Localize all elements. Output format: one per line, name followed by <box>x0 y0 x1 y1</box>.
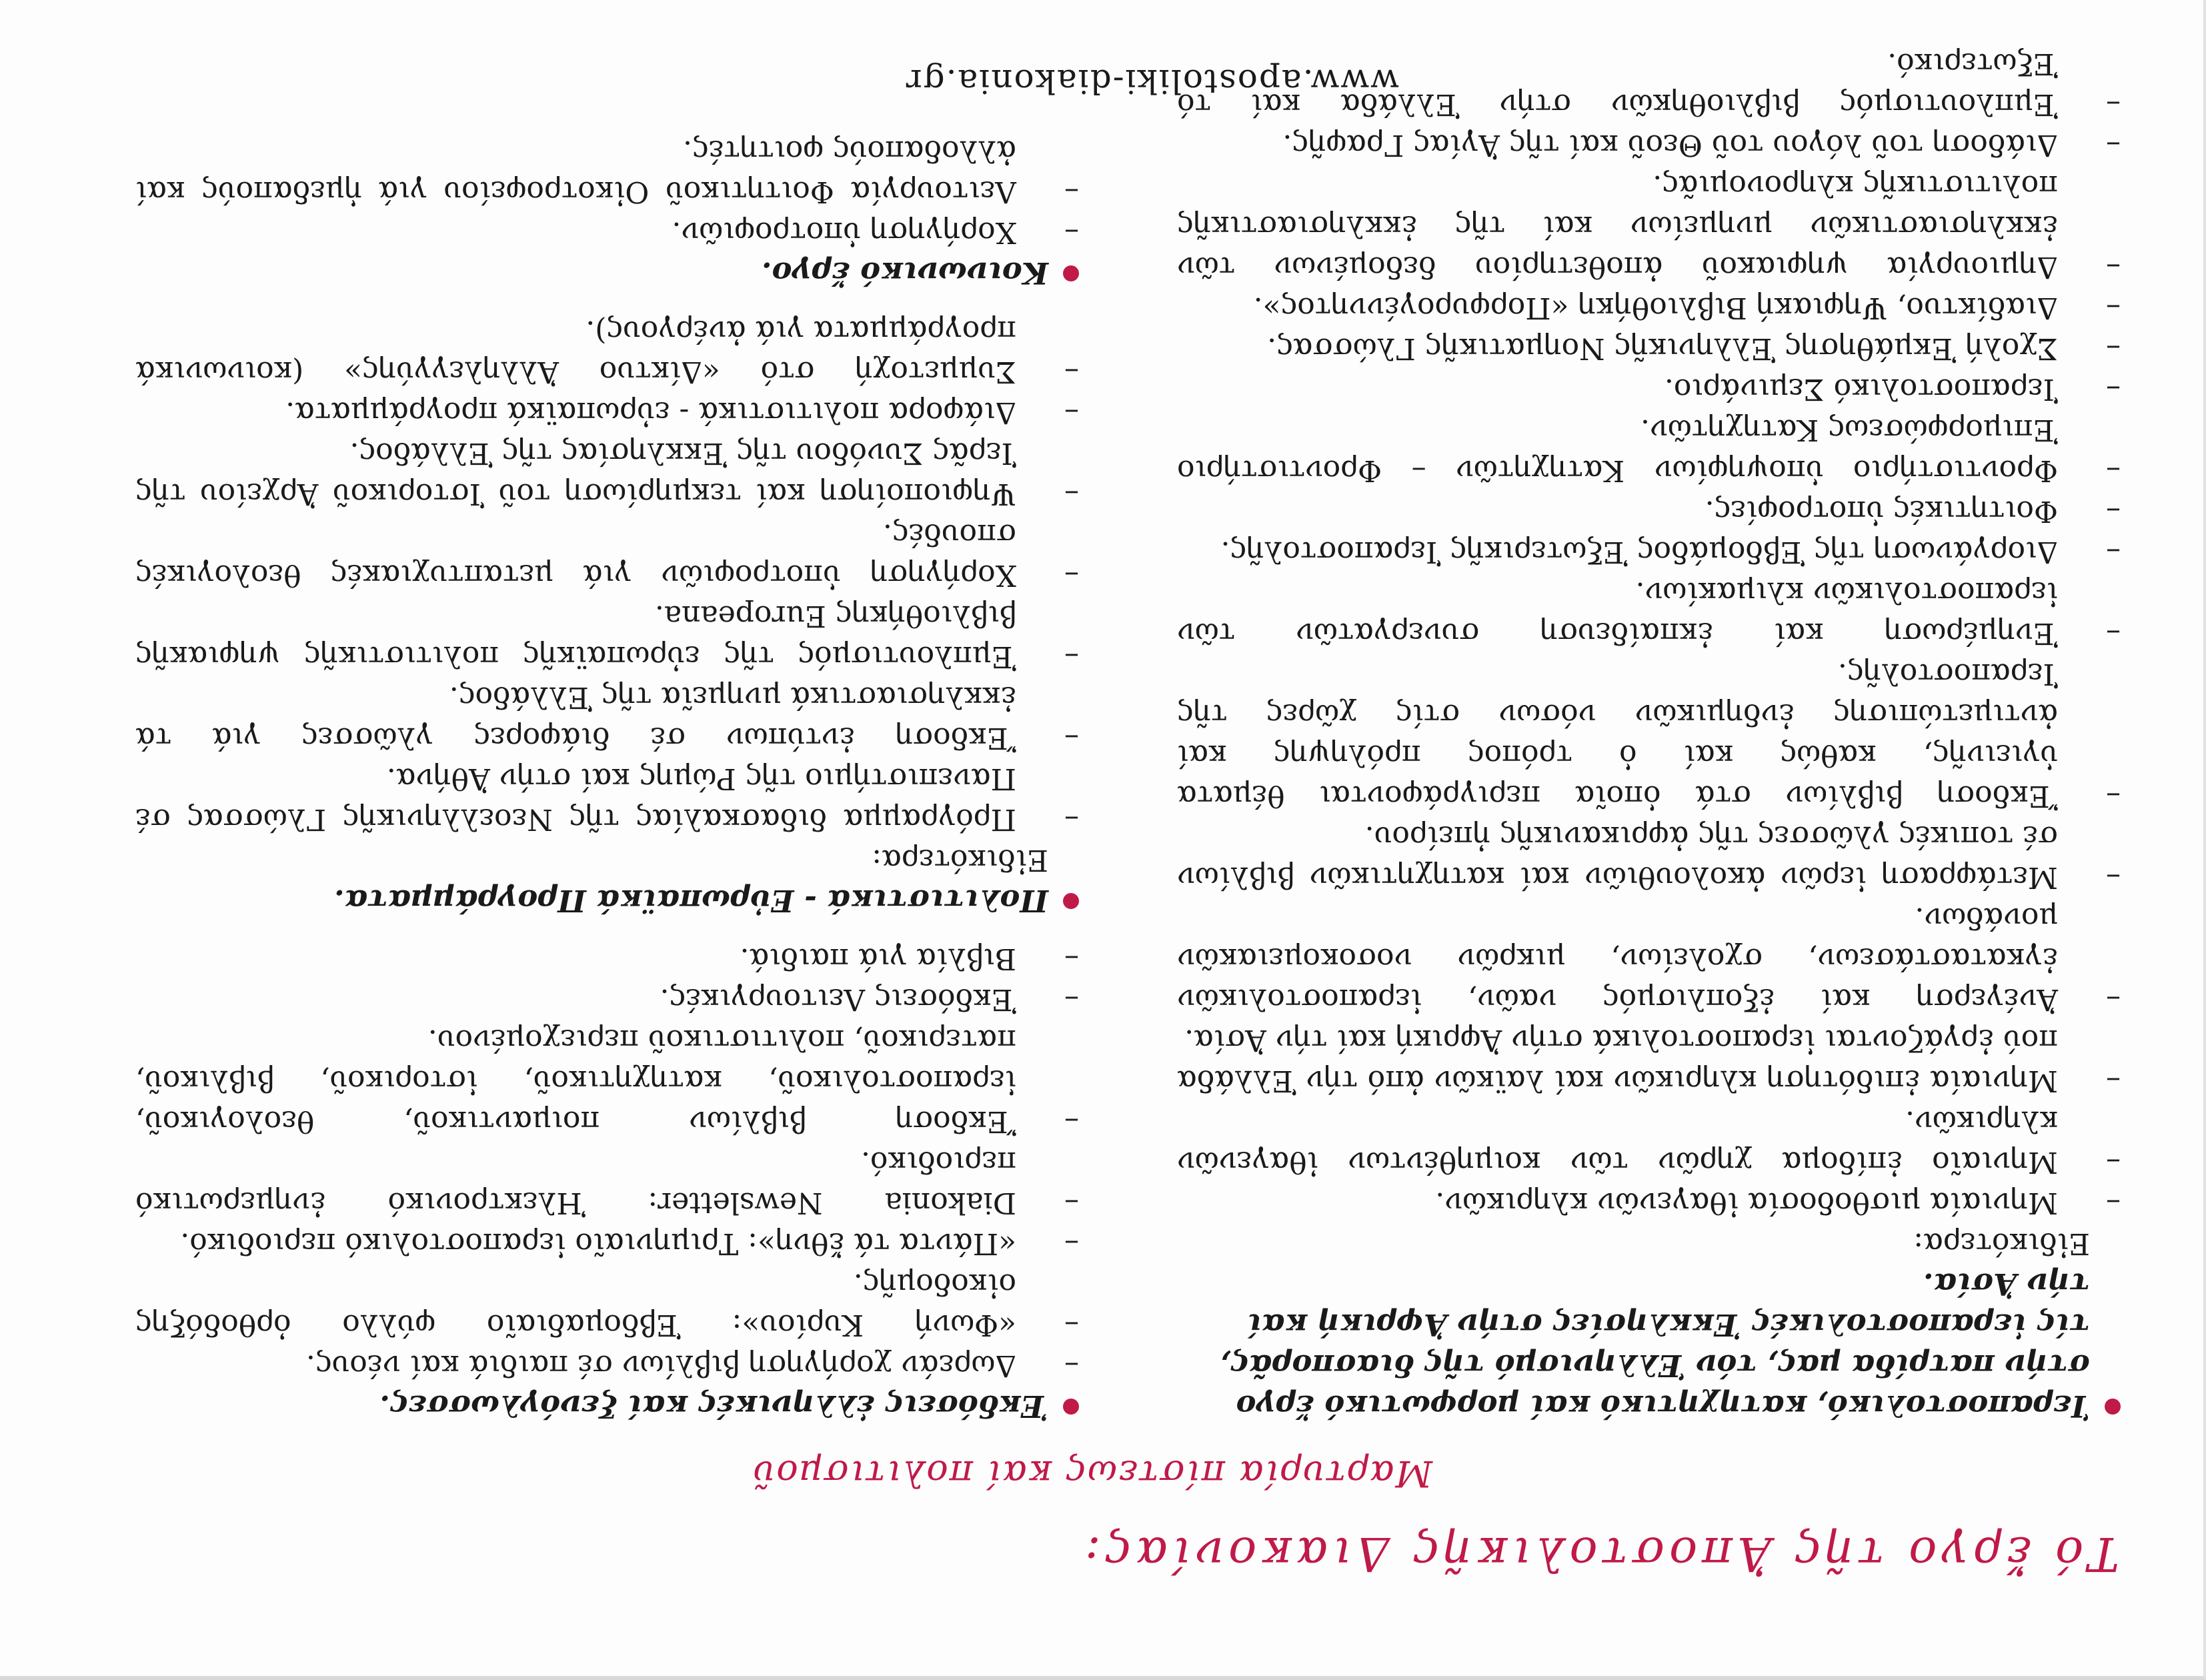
list-item <box>1177 572 2121 654</box>
dash-icon: – <box>2106 250 2121 284</box>
section-heading <box>135 253 1079 293</box>
list-item-text: Μηνιαία ἐπιδότηση κληρικῶν καί λαϊκῶν ἀπό τήν Ἑλλάδα πού ἐργάζονται ἱεραποστολικά στήν Ἀφρική καί τήν Ἀσία. <box>1177 1023 2058 1098</box>
dash-icon: – <box>2106 87 2121 121</box>
dash-icon: – <box>2106 860 2121 894</box>
list-item-text: Μετάφραση ἱερῶν ἀκολουθιῶν καί κατηχητικῶν βιβλίων σέ τοπικές γλῶσσες τῆς ἀφρικανικῆς ἠπείρου. <box>1177 820 2058 894</box>
list-item-text: Μηνιαῖο ἐπίδομα χηρῶν τῶν κοιμηθέντων ἰθαγενῶν κληρικῶν. <box>1177 1104 2058 1179</box>
list-item <box>135 1142 1079 1223</box>
list-item <box>1177 165 2121 287</box>
bullet-icon <box>1063 265 1079 281</box>
list-item-text: «Φωνή Κυρίου»: Ἑβδομαδιαῖο φύλλο ὀρθοδόξης οἰκοδομῆς. <box>135 1267 1016 1342</box>
list-item <box>135 979 1079 1020</box>
section-publications <box>135 938 1079 1427</box>
section-heading-text: Ἱεραποστολικό, κατηχητικό καί μορφωτικό ἔργο στήν πατρίδα μας, τόν Ἑλληνισμό τῆς διασπορᾶς, τίς ἱεραποστολικές Ἐκκλησίες στήν Ἀφρική καί τήν Ἀσία. <box>1220 1267 2090 1424</box>
dash-icon: – <box>1064 1104 1079 1138</box>
list-item <box>1177 369 2121 409</box>
dash-icon: – <box>2106 1186 2121 1220</box>
dash-icon: – <box>1064 1308 1079 1342</box>
list-item-text: Ἔκδοση βιβλίων ποιμαντικοῦ, θεολογικοῦ, ἱεραποστολικοῦ, κατηχητικοῦ, ἱστορικοῦ, βιβλικοῦ, πατερικοῦ, πολιτιστικοῦ περιεχομένου. <box>135 1023 1016 1138</box>
list-item-text: Χορήγηση ὑποτροφιῶν γιά μεταπτυχιακές θεολογικές σπουδές. <box>135 518 1016 592</box>
section-intro: Εἰδικότερα: <box>872 843 1048 877</box>
list-item-text: Διοργάνωση τῆς Ἑβδομάδος Ἐξωτερικῆς Ἱεραποστολῆς. <box>1220 535 2058 569</box>
dash-icon: – <box>1064 175 1079 209</box>
list-item <box>135 131 1079 212</box>
list-item-text: Πρόγραμμα διδασκαλίας τῆς Νεοελληνικῆς Γλώσσας σέ Πανεπιστήμιο τῆς Ρώμης καί στήν Ἀθήνα. <box>135 762 1016 836</box>
dash-icon: – <box>1064 1226 1079 1261</box>
list-item-text: Ἀνέγερση καί ἐξοπλισμός ναῶν, ἱεραποστολικῶν ἐγκαταστάσεων, σχολείων, μικρῶν νοσοκομειακῶν μονάδων. <box>1177 901 2058 1016</box>
list-item <box>1177 816 2121 898</box>
list-item <box>135 1223 1079 1264</box>
list-item-text: Χορήγηση ὑποτροφιῶν. <box>672 215 1016 249</box>
dash-icon: – <box>2106 616 2121 650</box>
item-list <box>135 131 1079 253</box>
list-item-text: Ἐμπλουτισμός βιβλιοθηκῶν στήν Ἑλλάδα καί τό Ἐξωτερικό. <box>1177 47 2058 121</box>
list-item-text: Ἐμπλουτισμός τῆς εὐρωπαϊκῆς πολιτιστικῆς ψηφιακῆς βιβλιοθήκης Europeana. <box>135 599 1016 674</box>
list-item <box>135 1020 1079 1142</box>
list-item-text: Ἱεραποστολικό Σεμινάριο. <box>1664 372 2058 406</box>
dash-icon: – <box>2106 128 2121 162</box>
dash-icon: – <box>1064 721 1079 755</box>
list-item <box>135 758 1079 840</box>
list-item-text: «Πάντα τά ἔθνη»: Τριμηνιαῖο ἱεραποστολικό περιοδικό. <box>180 1226 1016 1261</box>
dash-icon: – <box>2106 535 2121 569</box>
list-item-text: Διαδίκτυο, Ψηφιακή Βιβλιοθήκη «Πορφυρογέννητος». <box>1253 291 2058 325</box>
website-link[interactable]: www.apostoliki-diakonia.gr <box>904 62 1399 101</box>
list-item <box>1177 328 2121 369</box>
list-item-text: Σχολή Ἐκμάθησης Ἑλληνικῆς Νοηματικῆς Γλώσσας. <box>1267 331 2058 365</box>
list-item-text: Ἐνημέρωση καί ἐκπαίδευση συνεργατῶν τῶν ἱεραποστολικῶν κλιμακίων. <box>1177 576 2058 650</box>
list-item <box>1177 1020 2121 1101</box>
list-item <box>135 212 1079 253</box>
list-item <box>1177 1101 2121 1182</box>
section-intro: Εἰδικότερα: <box>1913 1226 2090 1261</box>
list-item-text: Λειτουργία Φοιτητικοῦ Οἰκοτροφείου γιά ἡμεδαπούς καί ἀλλοδαπούς φοιτητές. <box>135 134 1016 209</box>
list-item <box>1177 287 2121 328</box>
dash-icon: – <box>2106 982 2121 1016</box>
section-heading-text: Κοινωνικό ἔργο. <box>761 255 1048 291</box>
bullet-icon <box>2105 1399 2121 1415</box>
dash-icon: – <box>1064 942 1079 976</box>
dash-icon: – <box>2106 1145 2121 1179</box>
dash-icon: – <box>2106 454 2121 488</box>
list-item-text: Ἔκδοση βιβλίων στά ὁποῖα περιγράφονται θέματα ὑγιεινῆς, καθώς καί ὁ τρόπος πρόληψης καί ἀντιμετώπισης ἐνδημικῶν νόσων στίς χῶρες τῆς Ἱεραποστολῆς. <box>1177 657 2058 813</box>
dash-icon: – <box>1064 558 1079 592</box>
dash-icon: – <box>1064 355 1079 389</box>
list-item-text: Βιβλία γιά παιδιά. <box>740 942 1016 976</box>
list-item <box>135 677 1079 758</box>
dash-icon: – <box>2106 494 2121 528</box>
section-heading <box>1177 1264 2121 1427</box>
list-item-text: Δημιουργία ψηφιακοῦ ἀποθετηρίου δεδομένων τῶν ἐκκλησιαστικῶν μνημείων καί τῆς ἐκκλησιαστικῆς πολιτιστικῆς κληρονομιᾶς. <box>1177 169 2058 284</box>
list-item-text: Διάδοση τοῦ λόγου τοῦ Θεοῦ καί τῆς Ἁγίας Γραφῆς. <box>1282 128 2058 162</box>
list-item-text: Diakonia Newsletter: Ἠλεκτρονικό ἐνημερωτικό περιοδικό. <box>135 1145 1016 1220</box>
page-title: Τό ἔργο τῆς Ἀποστολικῆς Διακονίας: <box>1080 1527 2119 1581</box>
list-item-text: Δωρεάν χορήγηση βιβλίων σέ παιδιά καί νέους. <box>305 1349 1016 1383</box>
list-item <box>1177 125 2121 165</box>
section-missionary-work <box>1177 43 2121 1427</box>
list-item-text: Διάφορα πολιτιστικά - εὐρωπαϊκά προγράμματα. <box>285 395 1016 430</box>
item-list <box>135 311 1079 840</box>
list-item-text: Ψηφιοποίηση καί τεκμηρίωση τοῦ Ἱστορικοῦ Ἀρχείου τῆς Ἱερᾶς Συνόδου τῆς Ἐκκλησίας τῆς Ἑλλάδος. <box>135 436 1016 511</box>
dash-icon: – <box>1064 982 1079 1016</box>
dash-icon: – <box>1064 1349 1079 1383</box>
bullet-icon <box>1063 1399 1079 1415</box>
dash-icon: – <box>2106 372 2121 406</box>
dash-icon: – <box>1064 802 1079 836</box>
dash-icon: – <box>2106 291 2121 325</box>
list-item <box>1177 1182 2121 1223</box>
list-item <box>1177 654 2121 816</box>
dash-icon: – <box>1064 215 1079 249</box>
dash-icon: – <box>1064 640 1079 674</box>
right-column <box>135 113 1079 1427</box>
list-item-text: Φοιτητικές ὑποτροφίες. <box>1705 494 2058 528</box>
list-item <box>1177 532 2121 572</box>
list-item <box>135 1264 1079 1345</box>
section-cultural-programs <box>135 311 1079 921</box>
dash-icon: – <box>2106 1064 2121 1098</box>
dash-icon: – <box>1064 477 1079 511</box>
page-subtitle: Μαρτυρία πίστεως καί πολιτισμοῦ <box>752 1453 1432 1495</box>
list-item <box>135 1345 1079 1386</box>
list-item <box>135 433 1079 514</box>
list-item <box>135 392 1079 433</box>
section-heading-text: Ἐκδόσεις ἑλληνικές καί ξενόγλωσσες. <box>379 1389 1048 1424</box>
list-item <box>1177 898 2121 1020</box>
section-heading <box>135 1386 1079 1427</box>
list-item <box>135 938 1079 979</box>
dash-icon: – <box>1064 395 1079 430</box>
section-heading <box>135 880 1079 921</box>
item-list <box>1177 43 2121 1223</box>
dash-icon: – <box>2106 331 2121 365</box>
list-item <box>135 311 1079 392</box>
section-heading-text: Πολιτιστικά - Εὐρωπαϊκά Προγράμματα. <box>334 883 1048 918</box>
list-item <box>1177 409 2121 491</box>
dash-icon: – <box>1064 1186 1079 1220</box>
list-item-text: Ἐκδόσεις Λειτουργικές. <box>660 982 1016 1016</box>
list-item <box>135 514 1079 596</box>
dash-icon: – <box>2106 779 2121 813</box>
list-item <box>135 596 1079 677</box>
item-list <box>135 938 1079 1386</box>
bullet-icon <box>1063 893 1079 909</box>
list-item-text: Μηνιαία μισθοδοσία ἰθαγενῶν κληρικῶν. <box>1435 1186 2058 1220</box>
list-item-text: Συμμετοχή στό «Δίκτυο Ἀλληλεγγύης» (κοινωνικά προγράμματα γιά ἀνέργους). <box>135 314 1016 389</box>
list-item <box>1177 491 2121 532</box>
left-column <box>1177 26 2121 1427</box>
section-social-work <box>135 131 1079 293</box>
list-item-text: Φροντιστήριο ὑποψηφίων Κατηχητῶν – Φροντιστήριο Ἐπιμορφώσεως Κατηχητῶν. <box>1177 413 2058 488</box>
list-item-text: Ἔκδοση ἐντύπων σέ διάφορες γλῶσσες γιά τά ἐκκλησιαστικά μνημεῖα τῆς Ἑλλάδος. <box>135 680 1016 755</box>
